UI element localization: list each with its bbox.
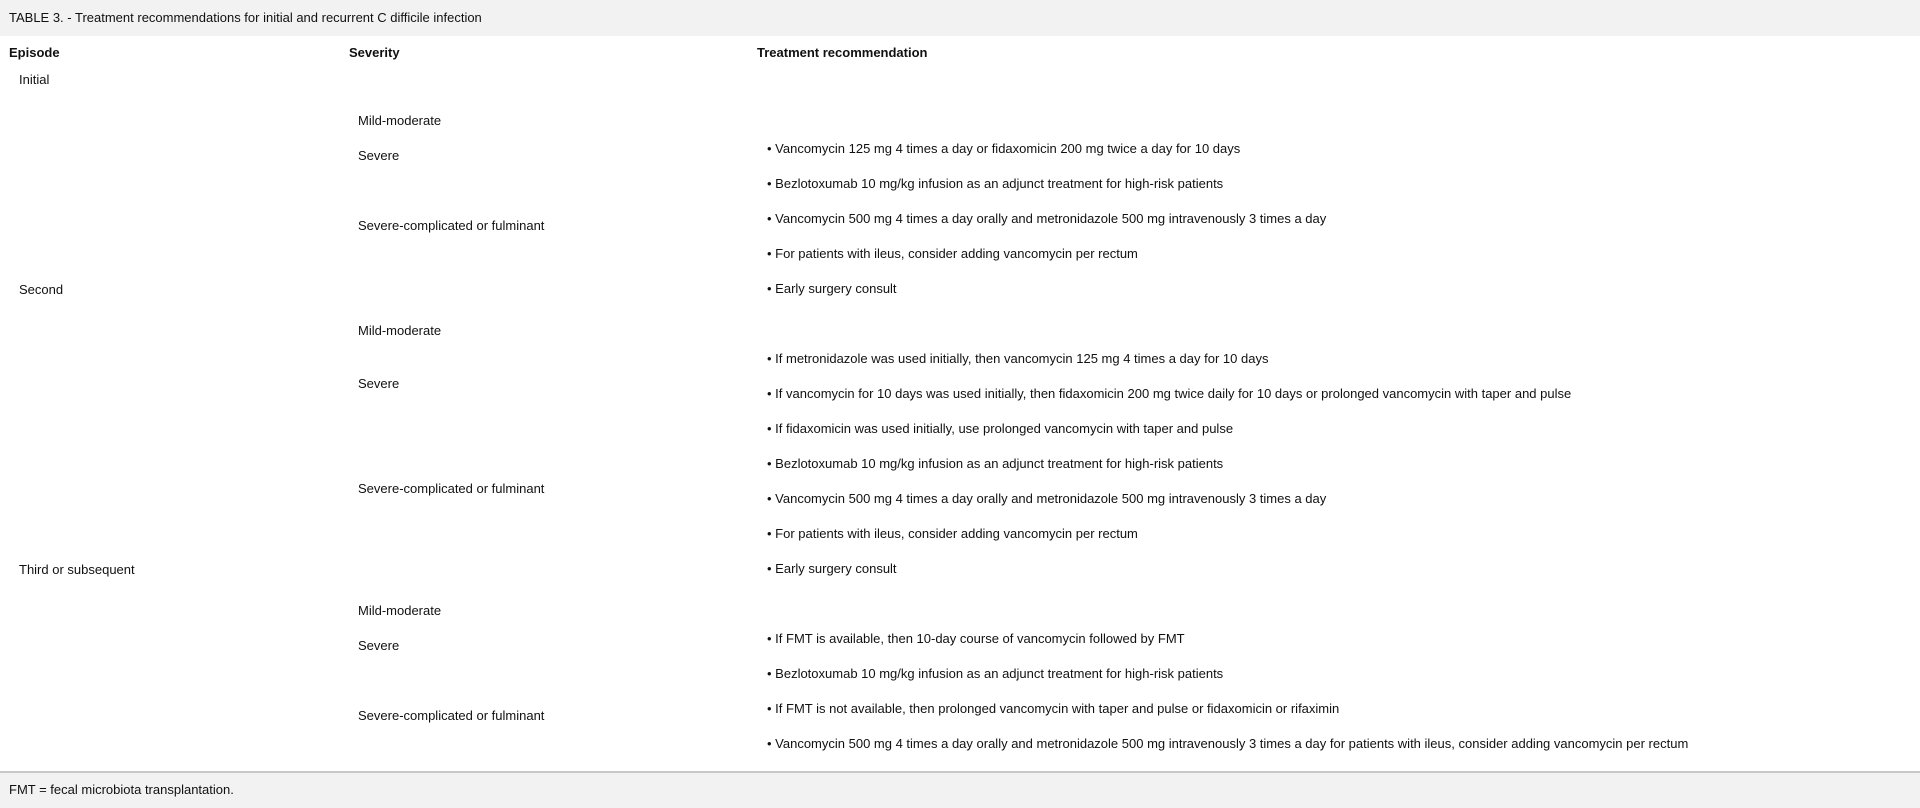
severity-label: Severe-complicated or fulminant bbox=[358, 708, 545, 723]
treatment-item: • Vancomycin 500 mg 4 times a day orally and metronidazole 500 mg intravenously 3 times a day bbox=[767, 491, 1327, 506]
table-caption: TABLE 3. - Treatment recommendations for initial and recurrent C difficile infection bbox=[0, 0, 1920, 36]
episode-label: Second bbox=[19, 282, 64, 297]
treatment-item: • If FMT is not available, then prolonged vancomycin with taper and pulse or fidaxomicin or rifaximin bbox=[767, 701, 1340, 716]
treatment-item: • For patients with ileus, consider adding vancomycin per rectum bbox=[767, 526, 1138, 541]
treatment-item: • Vancomycin 125 mg 4 times a day or fidaxomicin 200 mg twice a day for 10 days bbox=[767, 141, 1241, 156]
table-footnote: FMT = fecal microbiota transplantation. bbox=[0, 771, 1920, 808]
treatment-item: • Bezlotoxumab 10 mg/kg infusion as an adjunct treatment for high-risk patients bbox=[767, 666, 1224, 681]
episode-label: Third or subsequent bbox=[19, 562, 135, 577]
treatment-item: • If vancomycin for 10 days was used initially, then fidaxomicin 200 mg twice daily for 10 days or prolonged vancomycin with taper and pulse bbox=[767, 386, 1572, 401]
treatment-item: • Early surgery consult bbox=[767, 561, 897, 576]
treatment-item: • If metronidazole was used initially, then vancomycin 125 mg 4 times a day for 10 days bbox=[767, 351, 1269, 366]
column-header-severity: Severity bbox=[349, 45, 400, 60]
severity-label: Mild-moderate bbox=[358, 113, 442, 128]
severity-label: Mild-moderate bbox=[358, 323, 442, 338]
severity-label: Severe bbox=[358, 638, 400, 653]
treatment-item: • If fidaxomicin was used initially, use prolonged vancomycin with taper and pulse bbox=[767, 421, 1234, 436]
severity-label: Severe-complicated or fulminant bbox=[358, 481, 545, 496]
column-header-treatment: Treatment recommendation bbox=[757, 45, 928, 60]
treatment-item: • Vancomycin 500 mg 4 times a day orally and metronidazole 500 mg intravenously 3 times a day for patients with ileus, consider adding vancomycin per rectum bbox=[767, 736, 1689, 751]
treatment-item: • If FMT is available, then 10-day course of vancomycin followed by FMT bbox=[767, 631, 1185, 646]
episode-label: Initial bbox=[19, 72, 50, 87]
treatment-item: • Vancomycin 500 mg 4 times a day orally and metronidazole 500 mg intravenously 3 times a day bbox=[767, 211, 1327, 226]
severity-label: Mild-moderate bbox=[358, 603, 442, 618]
treatment-item: • Early surgery consult bbox=[767, 281, 897, 296]
treatment-item: • Bezlotoxumab 10 mg/kg infusion as an adjunct treatment for high-risk patients bbox=[767, 176, 1224, 191]
severity-label: Severe bbox=[358, 148, 400, 163]
severity-label: Severe-complicated or fulminant bbox=[358, 218, 545, 233]
treatment-item: • Bezlotoxumab 10 mg/kg infusion as an adjunct treatment for high-risk patients bbox=[767, 456, 1224, 471]
treatment-item: • For patients with ileus, consider adding vancomycin per rectum bbox=[767, 246, 1138, 261]
column-header-episode: Episode bbox=[9, 45, 60, 60]
severity-label: Severe bbox=[358, 376, 400, 391]
